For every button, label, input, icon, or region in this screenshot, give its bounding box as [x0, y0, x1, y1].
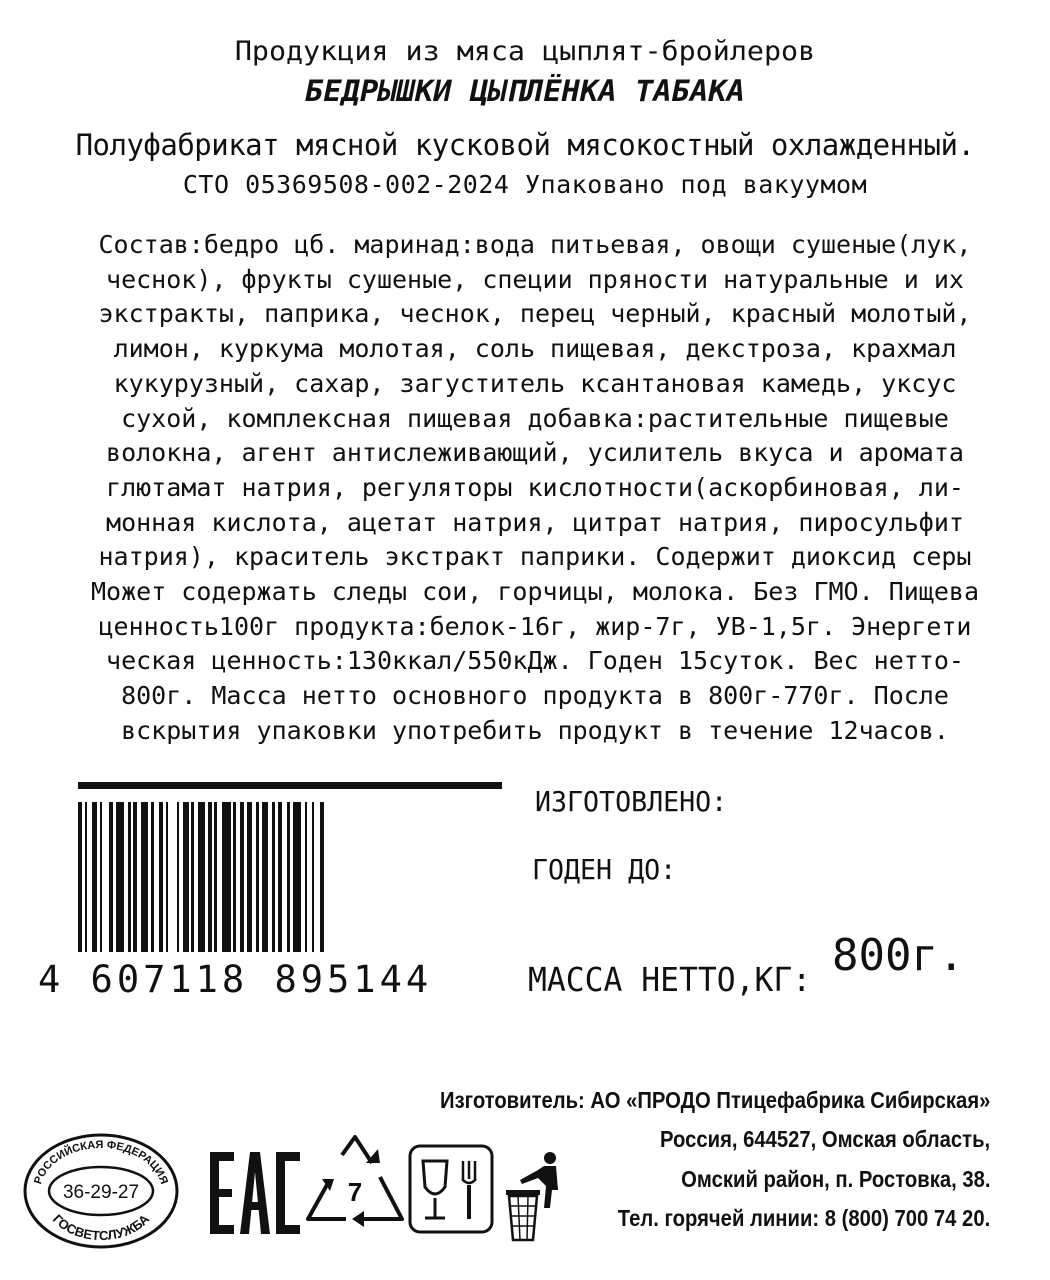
barcode-bar	[166, 802, 169, 952]
vet-seal-icon	[22, 1132, 180, 1250]
composition-line: 800г. Масса нетто основного продукта в 800г-770г. После	[121, 681, 949, 711]
composition-line: чеснок), фрукты сушеные, специи пряности натуральные и их	[106, 264, 964, 294]
barcode-bar	[151, 802, 154, 952]
manufacturer-name: Изготовитель: АО «ПРОДО Птицефабрика Сибирская»	[439, 1087, 990, 1113]
barcode	[78, 782, 502, 982]
barcode-bar	[278, 802, 282, 952]
composition-line: Может содержать следы сои, горчицы, молока. Без ГМО. Пищева	[90, 577, 980, 607]
barcode-bar	[116, 802, 124, 952]
standard-and-packaging: СТО 05369508-002-2024 Упаковано под вакуумом	[182, 170, 868, 199]
best-before-label: ГОДЕН ДО:	[532, 853, 677, 886]
barcode-bar	[247, 802, 252, 952]
composition-line: лимон, куркума молотая, соль пищевая, декстроза, крахмал	[113, 334, 957, 364]
product-description: Полуфабрикат мясной кусковой мясокостный охлажденный.	[75, 128, 975, 162]
barcode-bar	[141, 802, 148, 952]
composition-line: кукурузный, сахар, загуститель ксантановая камедь, уксус	[113, 368, 957, 398]
food-safe-icon	[407, 1143, 495, 1235]
dispose-trash-icon	[500, 1150, 572, 1244]
composition-line: ческая ценность:130ккал/550кДж. Годен 15суток. Вес нетто-	[106, 646, 964, 676]
barcode-bar	[198, 802, 205, 952]
barcode-bar	[159, 802, 163, 952]
barcode-bar	[85, 802, 88, 952]
recycle-code-text: 7	[347, 1177, 363, 1207]
composition-line: натрия), краситель экстракт паприки. Содержит диоксид серы	[98, 542, 972, 572]
barcode-bar	[305, 802, 308, 952]
composition-line: волокна, агент антислеживающий, усилитель вкуса и аромата	[106, 438, 964, 468]
manufactured-date-label: ИЗГОТОВЛЕНО:	[535, 785, 728, 818]
barcode-bar	[191, 802, 194, 952]
barcode-bar	[222, 802, 230, 952]
barcode-bar	[78, 802, 82, 952]
barcode-bar	[287, 802, 290, 952]
barcode-bar	[208, 802, 212, 952]
barcode-bar	[262, 802, 269, 952]
manufacturer-address-1: Россия, 644527, Омская область,	[659, 1126, 990, 1152]
barcode-bar	[233, 802, 236, 952]
barcode-bar	[92, 802, 97, 952]
barcode-bar	[256, 802, 259, 952]
barcode-bar	[312, 802, 315, 952]
recycle-icon	[302, 1133, 408, 1237]
barcode-bar	[177, 802, 180, 952]
composition-line: сухой, комплексная пищевая добавка:растительные пищевые	[121, 403, 949, 433]
barcode-bar	[133, 802, 137, 952]
product-category: Продукция из мяса цыплят-бройлеров	[234, 36, 816, 67]
composition-line: экстракты, паприка, чеснок, перец черный, красный молотый,	[98, 299, 972, 329]
seal-code-text: 36-29-27	[62, 1182, 140, 1203]
eac-mark-icon	[206, 1148, 306, 1238]
composition-line: Состав:бедро цб. маринад:вода питьевая, овощи сушеные(лук,	[98, 230, 972, 259]
barcode-number: 4 607118 895144	[38, 958, 433, 1001]
seal-top-text: РОССИЙСКАЯ ФЕДЕРАЦИЯ	[32, 1138, 170, 1186]
composition-line: монная кислота, ацетат натрия, цитрат натрия, пиросульфит	[106, 507, 964, 537]
barcode-bar	[128, 802, 131, 952]
barcode-bar	[272, 802, 275, 952]
net-mass-value: 800г.	[832, 930, 965, 981]
barcode-bar	[183, 802, 188, 952]
net-mass-label: МАССА НЕТТО,КГ:	[528, 960, 812, 999]
barcode-bars	[78, 802, 502, 952]
barcode-bar	[214, 802, 217, 952]
composition-line: глютамат натрия, регуляторы кислотности(аскорбиновая, ли-	[106, 472, 964, 502]
product-name: БЕДРЫШКИ ЦЫПЛЁНКА ТАБАКА	[305, 74, 745, 108]
manufacturer-address-2: Омский район, п. Ростовка, 38.	[680, 1166, 990, 1192]
composition-line: ценность100г продукта:белок-16г, жир-7г, УВ-1,5г. Энергети	[98, 611, 972, 641]
hotline-phone: Тел. горячей линии: 8 (800) 700 74 20.	[617, 1205, 990, 1231]
barcode-bar	[240, 802, 244, 952]
composition-line: вскрытия упаковки употребить продукт в течение 12часов.	[121, 715, 949, 745]
barcode-bar	[100, 802, 103, 952]
barcode-top-rule	[78, 782, 502, 789]
barcode-bar	[320, 802, 324, 952]
barcode-bar	[109, 802, 113, 952]
seal-bottom-text: ГОСВЕТСЛУЖБА	[49, 1211, 153, 1244]
barcode-bar	[293, 802, 301, 952]
composition-text	[40, 228, 1030, 749]
